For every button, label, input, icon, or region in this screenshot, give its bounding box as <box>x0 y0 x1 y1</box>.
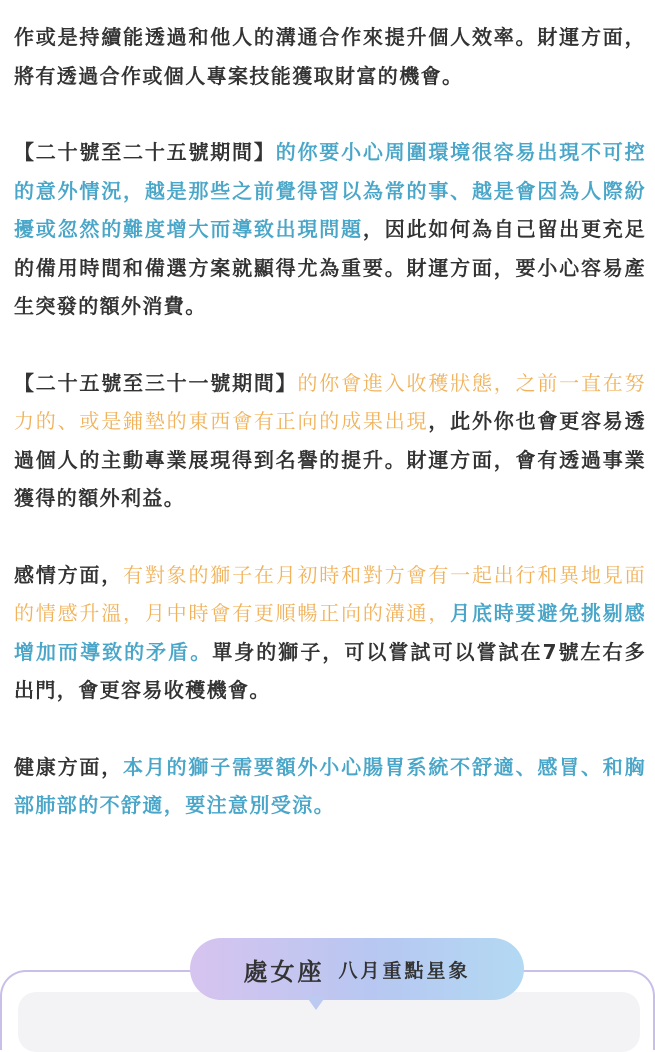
paragraph-text: ，因此如何為自己留出更充足的備用時間和備選方案就顯得尤為重要。財運方面，要小心容易產生突發的額外消費。 <box>14 217 647 318</box>
highlight-text: 的你會進入收穫狀態，之前一直在努力的、或是鋪墊的東西會有正向的成果出現 <box>14 370 647 433</box>
section-header-pill <box>190 938 524 1000</box>
paragraph-period-20-25 <box>14 133 646 326</box>
paragraph-health <box>14 748 646 825</box>
paragraph-love <box>14 556 646 710</box>
paragraph-period-25-31 <box>14 364 646 518</box>
section-subtitle: 八月重點星象 <box>338 959 471 982</box>
highlight-text-orange: 有對象的獅子在月初時和對方會有一起出行和異地見面的情感升溫，月中時會有更順暢正向的溝通， <box>14 562 647 625</box>
section-label: 健康方面， <box>14 754 124 779</box>
article-body <box>14 18 646 863</box>
paragraph-text: 單身的獅子，可以嘗試可以嘗試在7號左右多出門，會更容易收穫機會。 <box>14 639 646 702</box>
highlight-text-blue: 月底時要避免挑剔感增加而導致的矛盾。 <box>14 601 646 664</box>
period-label: 【二十五號至三十一號期間】 <box>14 370 298 395</box>
zodiac-card-content <box>18 992 640 1052</box>
paragraph-career-wealth <box>14 18 646 95</box>
section-title: 處女座 <box>243 957 325 986</box>
paragraph-text: 作或是持續能透過和他人的溝通合作來提升個人效率。財運方面，將有透過合作或個人專案技能獲取財富的機會。 <box>14 25 646 88</box>
highlight-text: 本月的獅子需要額外小心腸胃系統不舒適、感冒、和胸部肺部的不舒適，要注意別受涼。 <box>14 754 647 817</box>
pill-pointer <box>306 996 326 1010</box>
highlight-text: 的你要小心周圍環境很容易出現不可控的意外情況，越是那些之前覺得習以為常的事、越是會因為人際紛擾或忽然的難度增大而導致出現問題 <box>14 140 646 241</box>
section-label: 感情方面， <box>14 562 124 587</box>
period-label: 【二十號至二十五號期間】 <box>14 140 276 164</box>
paragraph-text: ，此外你也會更容易透過個人的主動專業展現得到名譽的提升。財運方面，會有透過事業獲得的額外利益。 <box>14 409 647 510</box>
